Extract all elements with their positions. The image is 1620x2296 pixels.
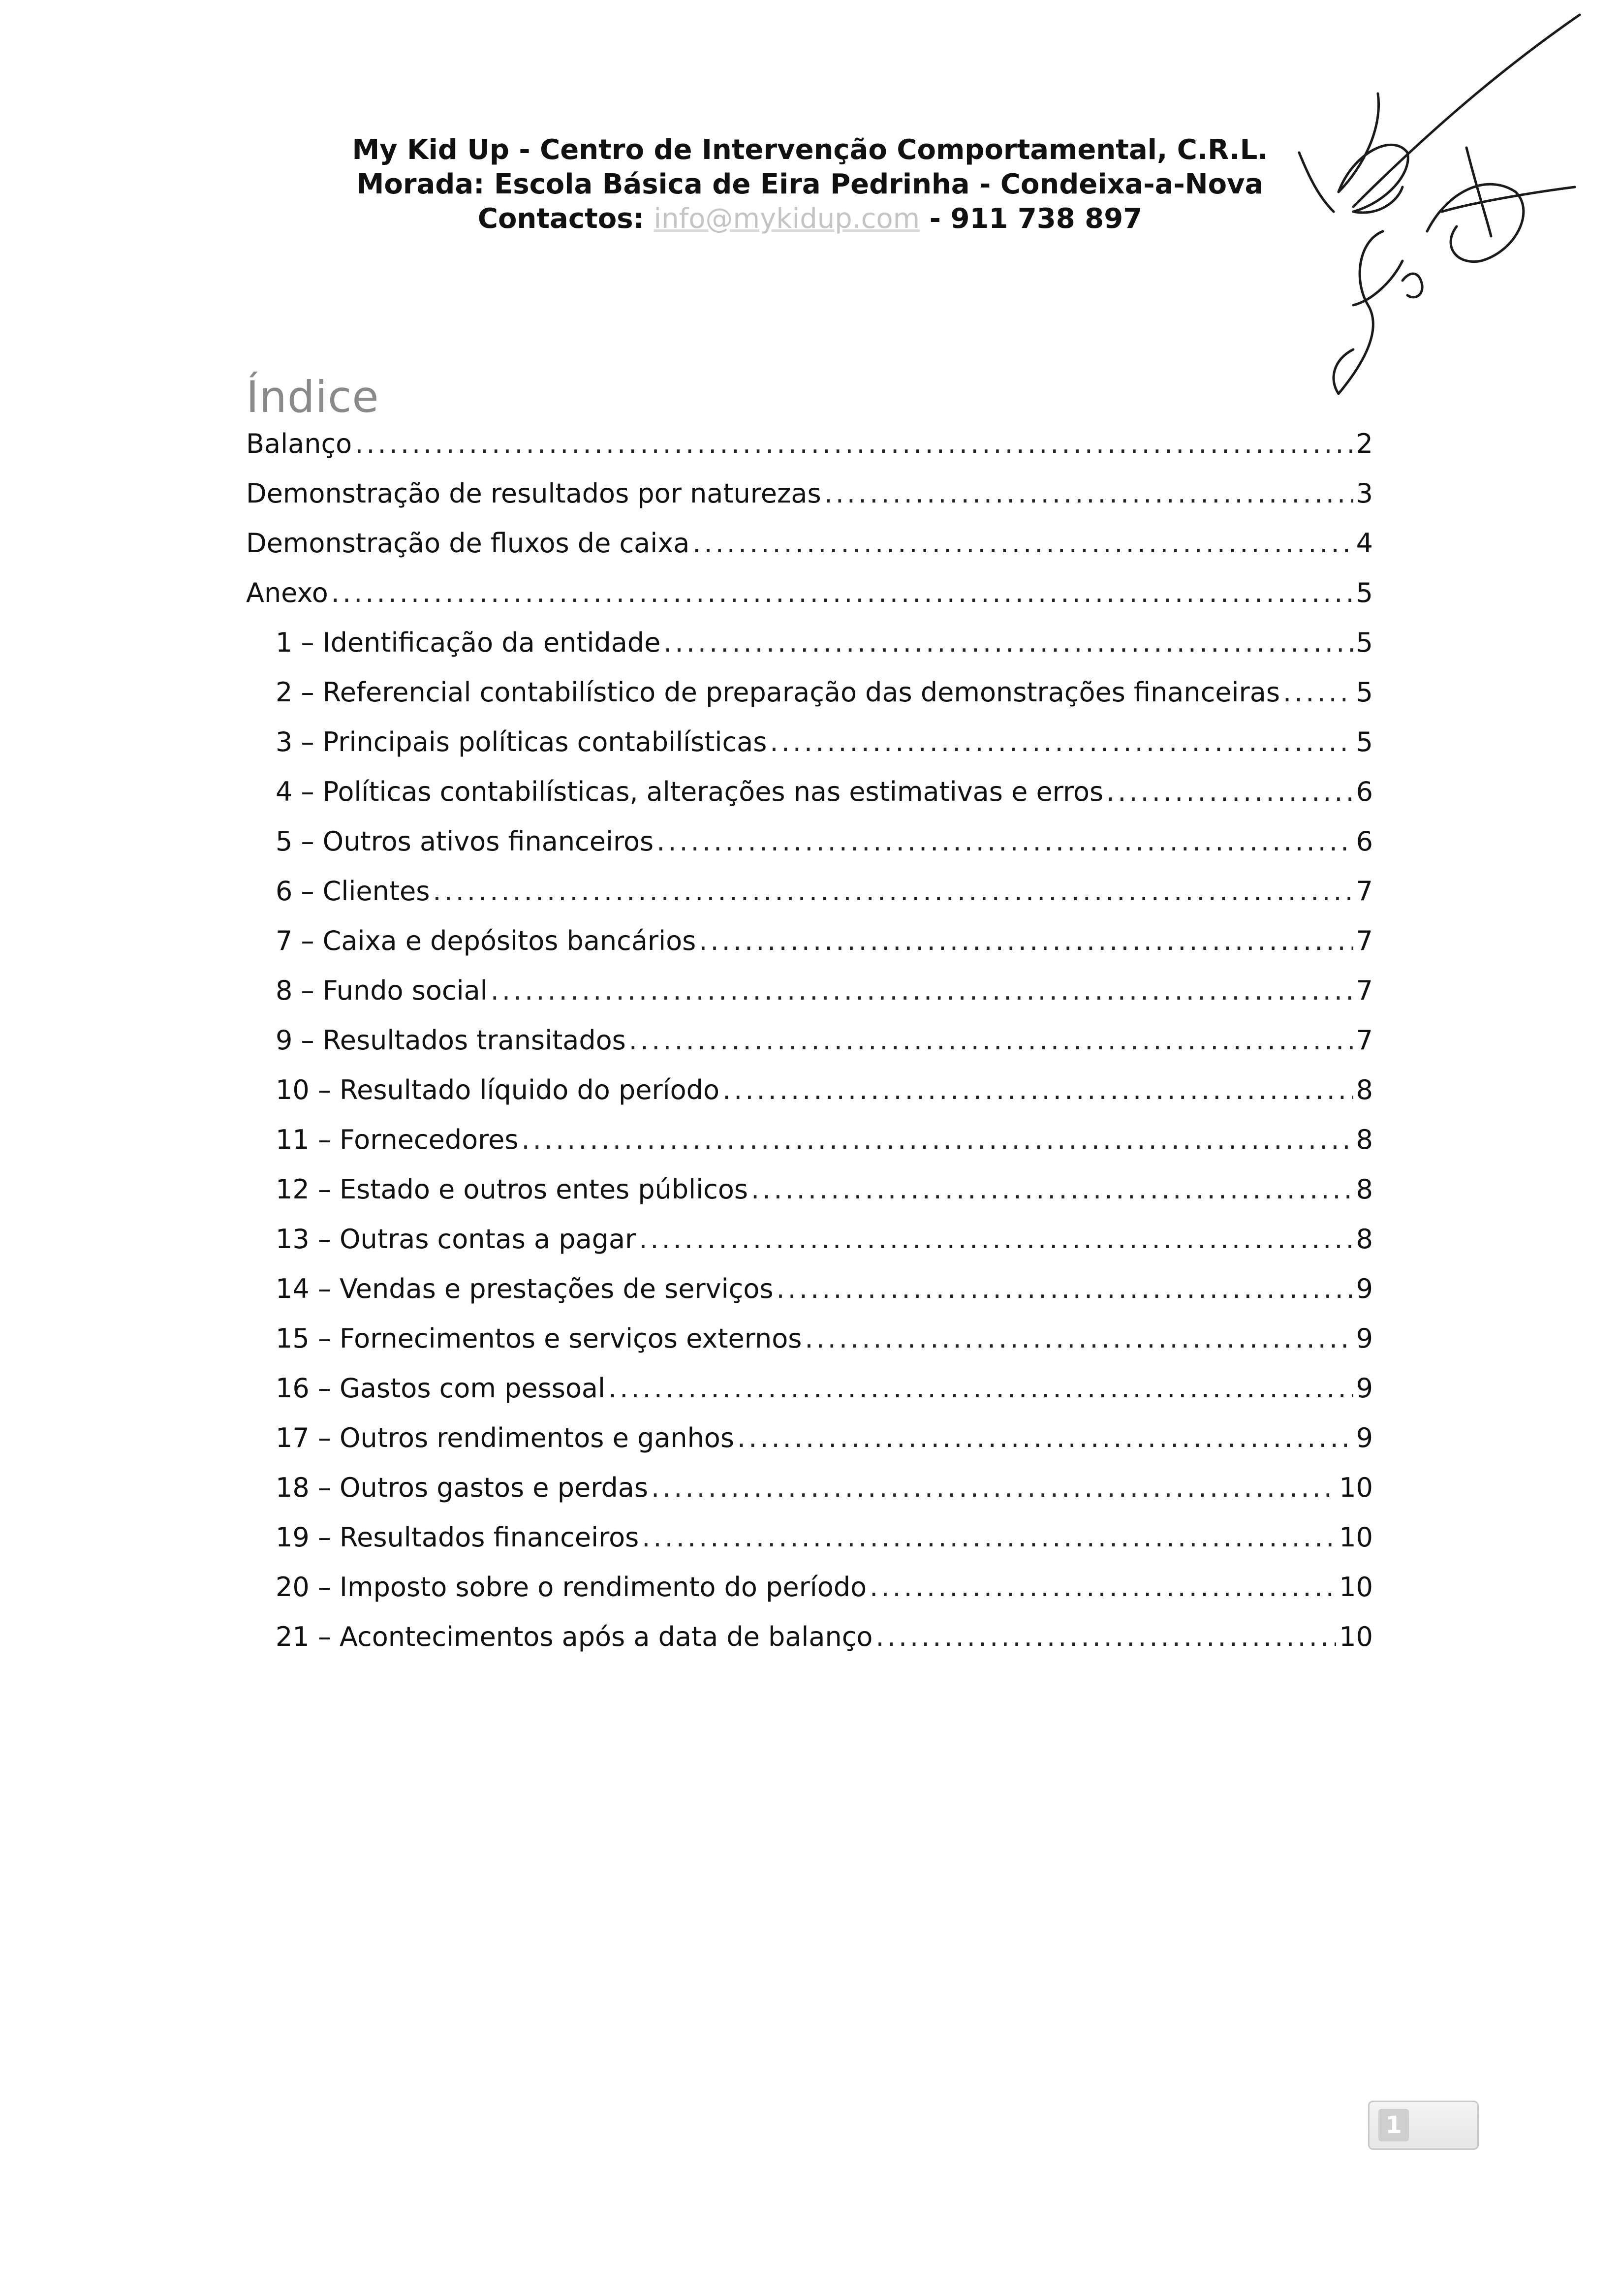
toc-entry-1[interactable] xyxy=(246,627,1373,677)
toc-entry-label: 7 – Caixa e depósitos bancários xyxy=(276,925,696,956)
toc-entry-label: 16 – Gastos com pessoal xyxy=(276,1373,606,1404)
toc-entry-page: 7 xyxy=(1356,975,1373,1006)
toc-entry-7[interactable] xyxy=(246,925,1373,975)
toc-entry-page: 10 xyxy=(1339,1472,1373,1503)
phone-number: - 911 738 897 xyxy=(929,203,1143,235)
toc-dot-leader xyxy=(355,428,1353,459)
toc-dot-leader xyxy=(639,1224,1353,1255)
toc-entry-label: 11 – Fornecedores xyxy=(276,1124,519,1155)
toc-dot-leader xyxy=(770,726,1353,757)
toc-dot-leader xyxy=(629,1025,1353,1056)
table-of-contents xyxy=(246,428,1373,1671)
toc-entry-label: 6 – Clientes xyxy=(276,876,430,907)
toc-entry-label: 14 – Vendas e prestações de serviços xyxy=(276,1273,774,1304)
toc-entry-page: 9 xyxy=(1356,1373,1373,1404)
toc-entry-17[interactable] xyxy=(246,1422,1373,1472)
toc-entry-anexo[interactable] xyxy=(246,577,1373,627)
toc-entry-12[interactable] xyxy=(246,1174,1373,1224)
toc-dot-leader xyxy=(491,975,1353,1006)
toc-entry-5[interactable] xyxy=(246,826,1373,876)
toc-dot-leader xyxy=(777,1273,1353,1304)
toc-entry-label: 9 – Resultados transitados xyxy=(276,1025,626,1056)
company-name: My Kid Up - Centro de Intervenção Comportamental, C.R.L. xyxy=(352,134,1268,166)
toc-entry-label: 12 – Estado e outros entes públicos xyxy=(276,1174,748,1205)
toc-dot-leader xyxy=(1283,677,1353,708)
toc-entry-demonstracao-resultados[interactable] xyxy=(246,478,1373,528)
toc-dot-leader xyxy=(608,1373,1353,1404)
toc-entry-page: 10 xyxy=(1339,1572,1373,1603)
toc-entry-page: 5 xyxy=(1356,627,1373,658)
toc-entry-page: 5 xyxy=(1356,577,1373,608)
toc-dot-leader xyxy=(642,1522,1336,1553)
toc-entry-label: 1 – Identificação da entidade xyxy=(276,627,661,658)
toc-dot-leader xyxy=(875,1621,1336,1652)
toc-entry-label: 15 – Fornecimentos e serviços externos xyxy=(276,1323,802,1354)
toc-entry-2[interactable] xyxy=(246,677,1373,726)
toc-entry-page: 9 xyxy=(1356,1323,1373,1354)
toc-entry-page: 8 xyxy=(1356,1074,1373,1105)
toc-entry-page: 9 xyxy=(1356,1422,1373,1453)
toc-entry-page: 5 xyxy=(1356,677,1373,708)
toc-entry-8[interactable] xyxy=(246,975,1373,1025)
toc-entry-label: 10 – Resultado líquido do período xyxy=(276,1074,719,1105)
toc-entry-9[interactable] xyxy=(246,1025,1373,1074)
page-number: 1 xyxy=(1378,2109,1409,2141)
toc-entry-label: 19 – Resultados financeiros xyxy=(276,1522,639,1553)
toc-dot-leader xyxy=(692,528,1353,559)
toc-entry-page: 8 xyxy=(1356,1174,1373,1205)
toc-dot-leader xyxy=(651,1472,1336,1503)
email-link[interactable]: info@mykidup.com xyxy=(654,203,920,235)
toc-entry-page: 8 xyxy=(1356,1224,1373,1255)
toc-entry-13[interactable] xyxy=(246,1224,1373,1273)
toc-entry-3[interactable] xyxy=(246,726,1373,776)
toc-dot-leader xyxy=(663,627,1353,658)
toc-entry-11[interactable] xyxy=(246,1124,1373,1174)
toc-entry-label: 4 – Políticas contabilísticas, alterações nas estimativas e erros xyxy=(276,776,1104,807)
toc-entry-label: Demonstração de resultados por naturezas xyxy=(246,478,821,509)
toc-dot-leader xyxy=(331,577,1353,608)
company-address: Morada: Escola Básica de Eira Pedrinha - Condeixa-a-Nova xyxy=(356,168,1264,200)
toc-dot-leader xyxy=(870,1572,1336,1603)
toc-entry-label: Anexo xyxy=(246,577,328,608)
toc-entry-21[interactable] xyxy=(246,1621,1373,1671)
page-number-badge xyxy=(1368,2101,1479,2150)
toc-entry-page: 9 xyxy=(1356,1273,1373,1304)
toc-entry-label: 21 – Acontecimentos após a data de balanço xyxy=(276,1621,873,1652)
toc-entry-page: 6 xyxy=(1356,776,1373,807)
toc-entry-label: Balanço xyxy=(246,428,352,459)
toc-dot-leader xyxy=(1106,776,1353,807)
toc-entry-6[interactable] xyxy=(246,876,1373,925)
toc-dot-leader xyxy=(722,1074,1353,1105)
toc-entry-label: 20 – Imposto sobre o rendimento do período xyxy=(276,1572,867,1603)
toc-entry-label: 3 – Principais políticas contabilísticas xyxy=(276,726,767,757)
toc-dot-leader xyxy=(656,826,1353,857)
toc-entry-page: 10 xyxy=(1339,1522,1373,1553)
toc-entry-label: 2 – Referencial contabilístico de preparação das demonstrações financeiras xyxy=(276,677,1280,708)
toc-entry-page: 7 xyxy=(1356,876,1373,907)
toc-entry-10[interactable] xyxy=(246,1074,1373,1124)
toc-title: Índice xyxy=(246,372,379,422)
toc-entry-19[interactable] xyxy=(246,1522,1373,1572)
toc-entry-label: 17 – Outros rendimentos e ganhos xyxy=(276,1422,734,1453)
toc-dot-leader xyxy=(751,1174,1353,1205)
toc-entry-page: 2 xyxy=(1356,428,1373,459)
contacts-label: Contactos: xyxy=(477,203,645,235)
toc-entry-page: 7 xyxy=(1356,925,1373,956)
toc-dot-leader xyxy=(737,1422,1353,1453)
toc-dot-leader xyxy=(824,478,1353,509)
toc-entry-page: 10 xyxy=(1339,1621,1373,1652)
toc-entry-18[interactable] xyxy=(246,1472,1373,1522)
toc-entry-fluxos-caixa[interactable] xyxy=(246,528,1373,577)
handwritten-signature xyxy=(1279,5,1585,409)
toc-entry-page: 3 xyxy=(1356,478,1373,509)
toc-dot-leader xyxy=(433,876,1353,907)
toc-entry-page: 7 xyxy=(1356,1025,1373,1056)
toc-entry-page: 5 xyxy=(1356,726,1373,757)
toc-entry-20[interactable] xyxy=(246,1572,1373,1621)
toc-dot-leader xyxy=(699,925,1353,956)
toc-entry-page: 6 xyxy=(1356,826,1373,857)
toc-entry-label: 8 – Fundo social xyxy=(276,975,488,1006)
toc-entry-page: 8 xyxy=(1356,1124,1373,1155)
toc-entry-label: 5 – Outros ativos financeiros xyxy=(276,826,654,857)
toc-entry-label: 13 – Outras contas a pagar xyxy=(276,1224,636,1255)
toc-dot-leader xyxy=(805,1323,1353,1354)
toc-entry-4[interactable] xyxy=(246,776,1373,826)
toc-entry-label: Demonstração de fluxos de caixa xyxy=(246,528,690,559)
toc-dot-leader xyxy=(522,1124,1353,1155)
toc-entry-label: 18 – Outros gastos e perdas xyxy=(276,1472,648,1503)
toc-entry-page: 4 xyxy=(1356,528,1373,559)
toc-entry-balanco[interactable] xyxy=(246,428,1373,478)
toc-entry-16[interactable] xyxy=(246,1373,1373,1422)
toc-entry-14[interactable] xyxy=(246,1273,1373,1323)
toc-entry-15[interactable] xyxy=(246,1323,1373,1373)
